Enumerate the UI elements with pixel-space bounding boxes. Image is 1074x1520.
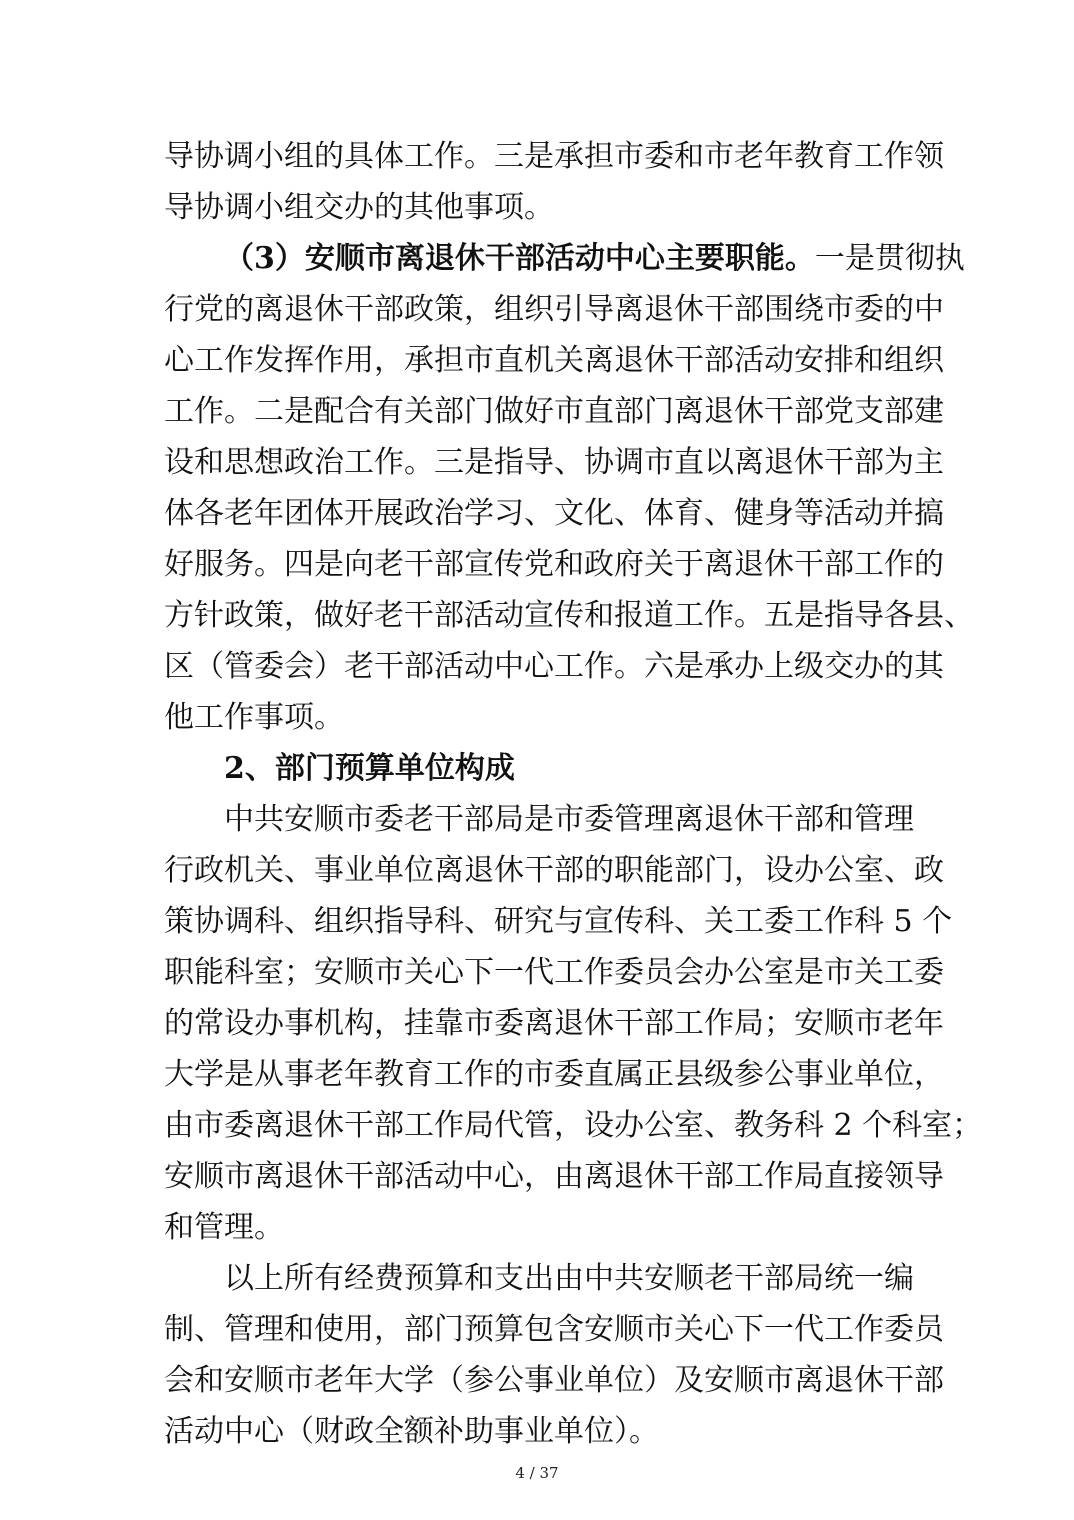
body-text-line: [224, 233, 965, 285]
body-text-line: 导协调小组交办的其他事项。: [164, 190, 554, 225]
body-text-line: 导协调小组的具体工作。三是承担市委和市老年教育工作领: [164, 139, 944, 174]
body-text-line: 和管理。: [164, 1210, 284, 1245]
body-text-span: 一是贯彻执: [814, 241, 965, 276]
body-text-line: 心工作发挥作用，承担市直机关离退休干部活动安排和组织: [164, 343, 944, 378]
body-text-line: 以上所有经费预算和支出由中共安顺老干部局统一编: [224, 1261, 914, 1296]
body-text-line: 行党的离退休干部政策，组织引导离退休干部围绕市委的中: [164, 292, 944, 327]
body-text-line: 行政机关、事业单位离退休干部的职能部门，设办公室、政: [164, 853, 944, 888]
body-text-line: 中共安顺市委老干部局是市委管理离退休干部和管理: [224, 802, 914, 837]
body-text-line: 会和安顺市老年大学（参公事业单位）及安顺市离退休干部: [164, 1363, 944, 1398]
body-text-line: 职能科室；安顺市关心下一代工作委员会办公室是市关工委: [164, 955, 944, 990]
body-text-line: 活动中心（财政全额补助事业单位）。: [164, 1414, 659, 1449]
body-text-line: 安顺市离退休干部活动中心，由离退休干部工作局直接领导: [164, 1159, 944, 1194]
body-text-line: 区（管委会）老干部活动中心工作。六是承办上级交办的其: [164, 649, 944, 684]
body-text-line: 他工作事项。: [164, 700, 344, 735]
body-text-line: 策协调科、组织指导科、研究与宣传科、关工委工作科 5 个: [164, 904, 953, 939]
body-text-line: 方针政策，做好老干部活动宣传和报道工作。五是指导各县、: [164, 598, 974, 633]
body-text-line: 设和思想政治工作。三是指导、协调市直以离退休干部为主: [164, 445, 944, 480]
body-text-line: 工作。二是配合有关部门做好市直部门离退休干部党支部建: [164, 394, 944, 429]
section-heading: 2、部门预算单位构成: [224, 751, 515, 786]
subsection-heading: （3）安顺市离退休干部活动中心主要职能。: [224, 241, 815, 276]
body-text-line: 由市委离退休干部工作局代管，设办公室、教务科 2 个科室；: [164, 1108, 983, 1143]
body-text-line: 体各老年团体开展政治学习、文化、体育、健身等活动并搞: [164, 496, 944, 531]
body-text-line: 好服务。四是向老干部宣传党和政府关于离退休干部工作的: [164, 547, 944, 582]
body-text-line: 的常设办事机构，挂靠市委离退休干部工作局；安顺市老年: [164, 1006, 944, 1041]
body-text-line: 制、管理和使用，部门预算包含安顺市关心下一代工作委员: [164, 1312, 944, 1347]
page-number: 4 / 37: [515, 1464, 559, 1482]
body-text-line: 大学是从事老年教育工作的市委直属正县级参公事业单位，: [164, 1057, 944, 1092]
